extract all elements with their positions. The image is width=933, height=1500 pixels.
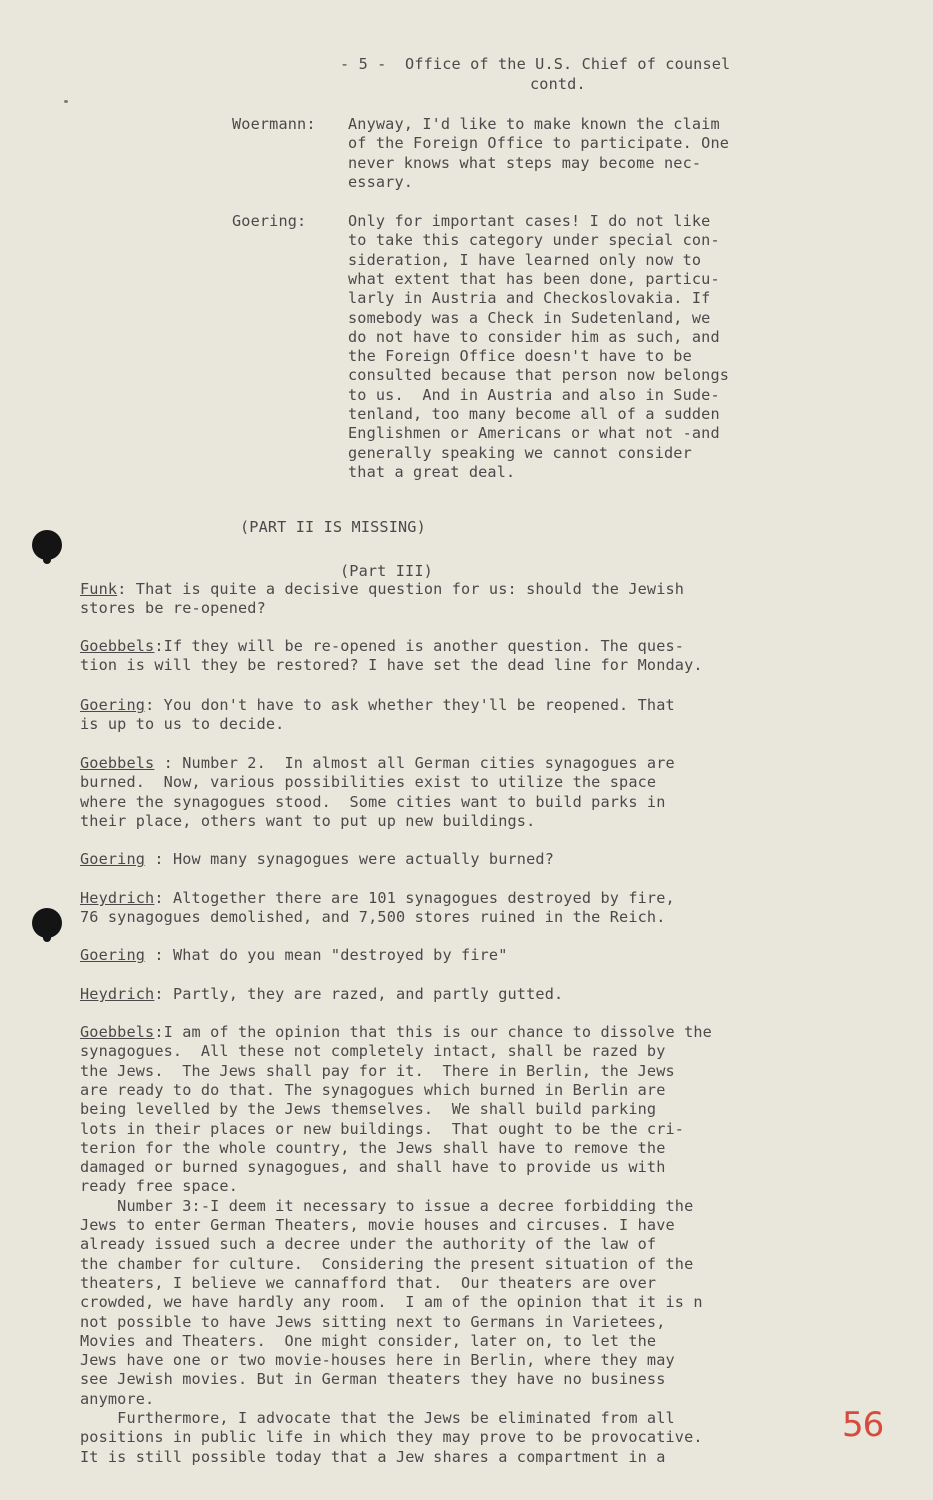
speech-line: crowded, we have hardly any room. I am of the opinion that it is n [80,1293,703,1312]
exchange-first-line [80,946,508,965]
speech-text: : What do you mean "destroyed by fire" [145,946,508,964]
punch-hole-top [32,530,62,560]
speech-line: synagogues. All these not completely intact, shall be razed by [80,1042,666,1061]
speech-line: stores be re-opened? [80,599,266,618]
speech-line: positions in public life in which they may prove to be provocative. [80,1428,703,1447]
speaker-name: Heydrich [80,985,155,1003]
statement-line: do not have to consider him as such, and [348,327,720,346]
speech-text: : You don't have to ask whether they'll be reopened. That [145,696,675,714]
statement-line: never knows what steps may become nec- [348,153,702,172]
part-three-heading: (Part III) [340,562,433,580]
page-number-stamp: 56 [842,1405,884,1445]
speech-line: Jews to enter German Theaters, movie houses and circuses. I have [80,1216,675,1234]
speech-line: It is still possible today that a Jew shares a compartment in a [80,1447,666,1466]
statement-line: what extent that has been done, particu- [348,269,720,288]
statement-line: consulted because that person now belongs [348,366,730,385]
speech-text: : That is quite a decisive question for us: should the Jewish [117,580,685,598]
speech-line: Jews have one or two movie-houses here in Berlin, where they may [80,1351,675,1370]
punch-hole-bottom [32,908,62,938]
speech-line: is up to us to decide. [80,715,285,734]
speech-line: 76 synagogues demolished, and 7,500 stores ruined in the Reich. [80,908,666,927]
speech-line: burned. Now, various possibilities exist to utilize the space [80,773,657,792]
statement-line: sideration, I have learned only now to [348,250,702,269]
statement-line: generally speaking we cannot consider [348,443,692,462]
speech-line: Number 3:-I deem it necessary to issue a decree forbidding the [80,1196,694,1215]
exchange-first-line [80,985,563,1004]
statement-line: to take this category under special con- [348,231,720,250]
speaker-name: Goebbels [80,637,155,655]
exchange-first-line [80,580,684,599]
speech-text: : Altogether there are 101 synagogues destroyed by fire, [154,889,675,907]
speaker-name: Goebbels [80,754,155,772]
missing-part-note: (PART II IS MISSING) [240,518,426,536]
speech-text: : Number 2. In almost all German cities synagogues are [154,754,675,772]
speech-text: :If they will be re-opened is another question. The ques- [154,637,685,655]
speech-line: terion for the whole country, the Jews shall have to remove the [80,1138,666,1157]
speech-line: tion is will they be restored? I have set the dead line for Monday. [80,656,703,675]
header-line: - 5 - Office of the U.S. Chief of counsel [340,55,731,73]
speaker-woermann: Woermann: [232,115,316,133]
statement-line: somebody was a Check in Sudetenland, we [348,308,711,327]
statement-line: larly in Austria and Checkoslovakia. If [348,289,711,308]
speech-line: damaged or burned synagogues, and shall have to provide us with [80,1158,666,1177]
speaker-name: Goebbels [80,1023,155,1041]
speech-line: where the synagogues stood. Some cities want to build parks in [80,792,666,811]
speech-text: :I am of the opinion that this is our chance to dissolve the [154,1023,712,1041]
speech-line: their place, others want to put up new buildings. [80,811,536,830]
statement-line: to us. And in Austria and also in Sude- [348,385,720,404]
speech-line: see Jewish movies. But in German theaters they have no business [80,1370,666,1389]
speech-text: : How many synagogues were actually burned? [145,850,554,868]
speaker-goering: Goering: [232,212,307,230]
speech-line: the Jews. The Jews shall pay for it. There in Berlin, the Jews [80,1061,675,1080]
speech-line: Furthermore, I advocate that the Jews be eliminated from all [80,1409,675,1427]
speech-line: anymore. [80,1389,155,1408]
speaker-name: Goering [80,696,146,714]
ink-speck [64,100,68,103]
speech-line: ready free space. [80,1177,238,1196]
speech-line: already issued such a decree under the authority of the law of [80,1235,657,1254]
speech-line: being levelled by the Jews themselves. We shall build parking [80,1100,657,1119]
statement-line: Englishmen or Americans or what not -and [348,424,720,443]
statement-line: Anyway, I'd like to make known the claim [348,115,720,133]
speaker-name: Goering [80,850,146,868]
speech-line: theaters, I believe we cannafford that. Our theaters are over [80,1273,657,1292]
speech-line: the chamber for culture. Considering the present situation of the [80,1254,694,1273]
exchange-first-line [80,889,675,908]
exchange-first-line [80,850,554,869]
speech-line: not possible to have Jews sitting next to Germans in Varietees, [80,1312,666,1331]
exchange-first-line [80,637,684,656]
statement-line: Only for important cases! I do not like [348,212,711,230]
speech-line: are ready to do that. The synagogues which burned in Berlin are [80,1080,666,1099]
statement-line: the Foreign Office doesn't have to be [348,347,692,366]
statement-line: that a great deal. [348,462,516,481]
speech-line: Movies and Theaters. One might consider, later on, to let the [80,1331,657,1350]
statement-line: essary. [348,172,414,191]
exchange-first-line [80,696,675,715]
speaker-name: Heydrich [80,889,155,907]
speaker-name: Goering [80,946,146,964]
exchange-first-line [80,1023,712,1042]
speech-line: lots in their places or new buildings. That ought to be the cri- [80,1119,685,1138]
speech-text: : Partly, they are razed, and partly gutted. [154,985,564,1003]
statement-line: tenland, too many become all of a sudden [348,405,720,423]
speaker-name: Funk [80,580,118,598]
statement-line: of the Foreign Office to participate. One [348,134,730,153]
exchange-first-line [80,754,675,773]
header-contd: contd. [530,75,586,93]
